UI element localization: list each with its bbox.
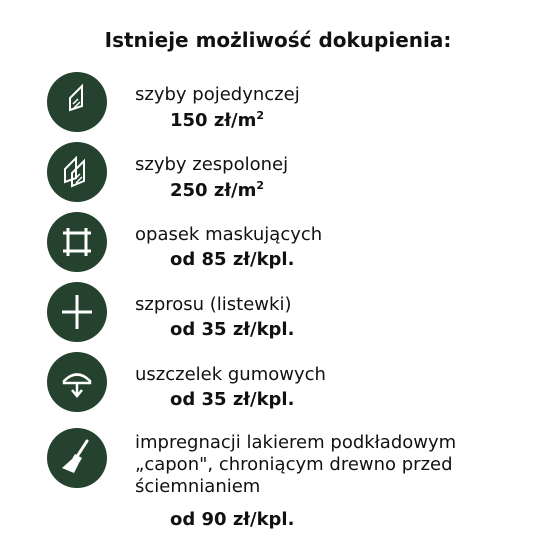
item-label: impregnacji lakierem podkładowym „capon", chroniącym drewno przed ściemnianiem	[135, 432, 457, 497]
list-item-single-glass	[0, 72, 556, 132]
single-pane-glass-icon	[47, 72, 107, 132]
list-item-gaskets	[0, 352, 556, 412]
item-label: opasek maskujących	[135, 224, 323, 245]
double-pane-glass-icon	[47, 142, 107, 202]
item-price: od 85 zł/kpl.	[170, 249, 295, 270]
item-price: od 35 zł/kpl.	[170, 389, 295, 410]
item-price: 150 $zł/m^2$	[170, 109, 264, 131]
rubber-gasket-icon	[47, 352, 107, 412]
list-item-double-glass	[0, 142, 556, 202]
item-price: 250 $zł/m^2$	[170, 179, 264, 201]
muntin-cross-icon	[47, 282, 107, 342]
list-item-muntin	[0, 282, 556, 342]
list-item-impregnation	[0, 428, 556, 538]
masking-strip-icon	[47, 212, 107, 272]
item-price: od 90 zł/kpl.	[170, 509, 295, 530]
page-title: Istnieje możliwość dokupienia:	[104, 28, 452, 52]
item-label: szprosu (listewki)	[135, 294, 292, 315]
item-label: szyby zespolonej	[135, 154, 289, 175]
paintbrush-icon	[47, 428, 107, 488]
item-label: szyby pojedynczej	[135, 84, 300, 105]
list-item-masking-strips	[0, 212, 556, 272]
item-price: od 35 zł/kpl.	[170, 319, 295, 340]
item-label: uszczelek gumowych	[135, 364, 326, 385]
